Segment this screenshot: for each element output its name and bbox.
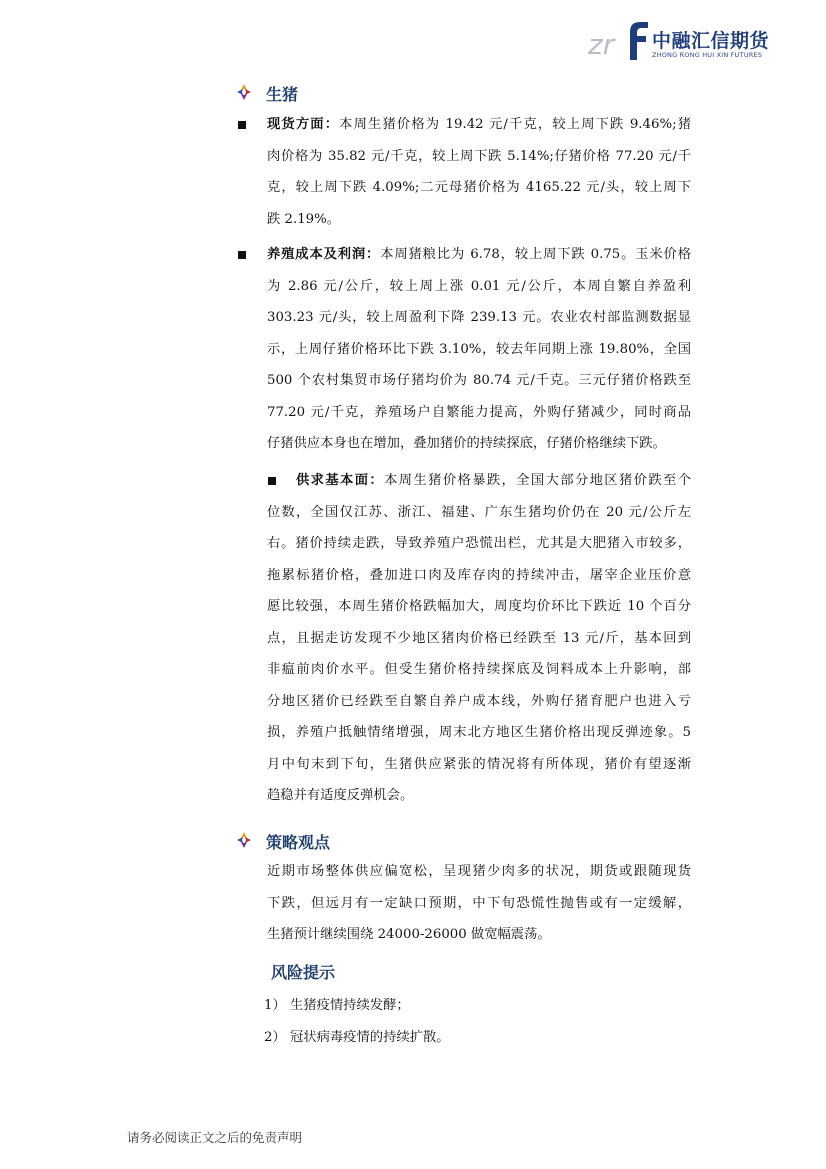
risk-item: 1） 生猪疫情持续发酵； [264,998,410,1013]
bullet-square [238,121,246,129]
risk-item: 2） 冠状病毒疫情的持续扩散。 [264,1030,450,1045]
section-title-strategy: 策略观点 [266,833,331,852]
disclaimer-footer: 请务必阅读正文之后的免责声明 [127,1130,303,1145]
paragraph-spot: 现货方面：本周生猪价格为 19.42 元/千克，较上周下跌 9.46%;猪 肉价格为 35.82 元/千克，较上周下跌 5.14%;仔猪价格 77.20 元/千 克，较上周下跌 4.09%;二元母猪价格为 4165.22 元/头，较上周下 跌 2.19%。 [267,117,692,227]
label-spot: 现货方面： [267,117,340,132]
logo-name-en: ZHONG RONG HUI XIN FUTURES [652,51,763,59]
bullet-square [238,251,246,259]
company-logo [588,18,778,62]
section-title-risk: 风险提示 [271,963,336,982]
label-supply: 供求基本面： [296,473,385,488]
label-cost: 养殖成本及利润： [267,247,381,262]
paragraph-supply: 供求基本面：本周生猪价格暴跌，全国大部分地区猪价跌至个 位数，全国仅江苏、浙江、福建、广东生猪均价仍在 20 元/公斤左 右。猪价持续走跌，导致养殖户恐慌出栏，尤其是大肥猪入市较多， 拖累标猪价格，叠加进口肉及库存肉的持续冲击，屠宰企业压价意 愿比较强，本周生猪价格跌幅加大，周度均价环比下跌近 10 个百分 点，且据走访发现不少地区猪肉价格已经跌至 13 元/斤，基本回到 非瘟前肉价水平。但受生猪价格持续探底及饲料成本上升影响，部 分地区猪价已经跌至自繁自养户成本线，外购仔猪育肥户也进入亏 损，养殖户抵触情绪增强，周末北方地区生猪价格出现反弹迹象。5 月中旬末到下旬，生猪供应紧张的情况将有所体现，猪价有望逐渐 趋稳并有适度反弹机会。 [267,473,692,803]
svg-text:zr: zr [588,28,615,61]
section-arrow-icon [235,83,253,101]
logo-name-cn: 中融汇信期货 [652,30,770,52]
paragraph-cost: 养殖成本及利润：本周猪粮比为 6.78，较上周下跌 0.75。玉米价格 为 2.86 元/公斤，较上周上涨 0.01 元/公斤，本周自繁自养盈利 303.23 元/头，较上周盈利下降 239.13 元。农业农村部监测数据显 示，上周仔猪价格环比下跌 3.10%，较去年同期上涨 19.80%，全国 500 个农村集贸市场仔猪均价为 80.74 元/千克。三元仔猪价格跌至 77.20 元/千克，养殖场户自繁能力提高，外购仔猪减少，同时商品 仔猪供应本身也在增加，叠加猪价的持续探底，仔猪价格继续下跌。 [267,247,692,451]
paragraph-strategy: 近期市场整体供应偏宽松，呈现猪少肉多的状况，期货或跟随现货 下跌，但远月有一定缺口预期，中下旬恐慌性抛售或有一定缓解， 生猪预计继续围绕 24000-26000 做宽幅震荡。 [267,864,691,942]
zrf-logo-mark [588,18,650,62]
section-arrow-icon [235,831,253,849]
section-title-pig: 生猪 [266,85,299,104]
